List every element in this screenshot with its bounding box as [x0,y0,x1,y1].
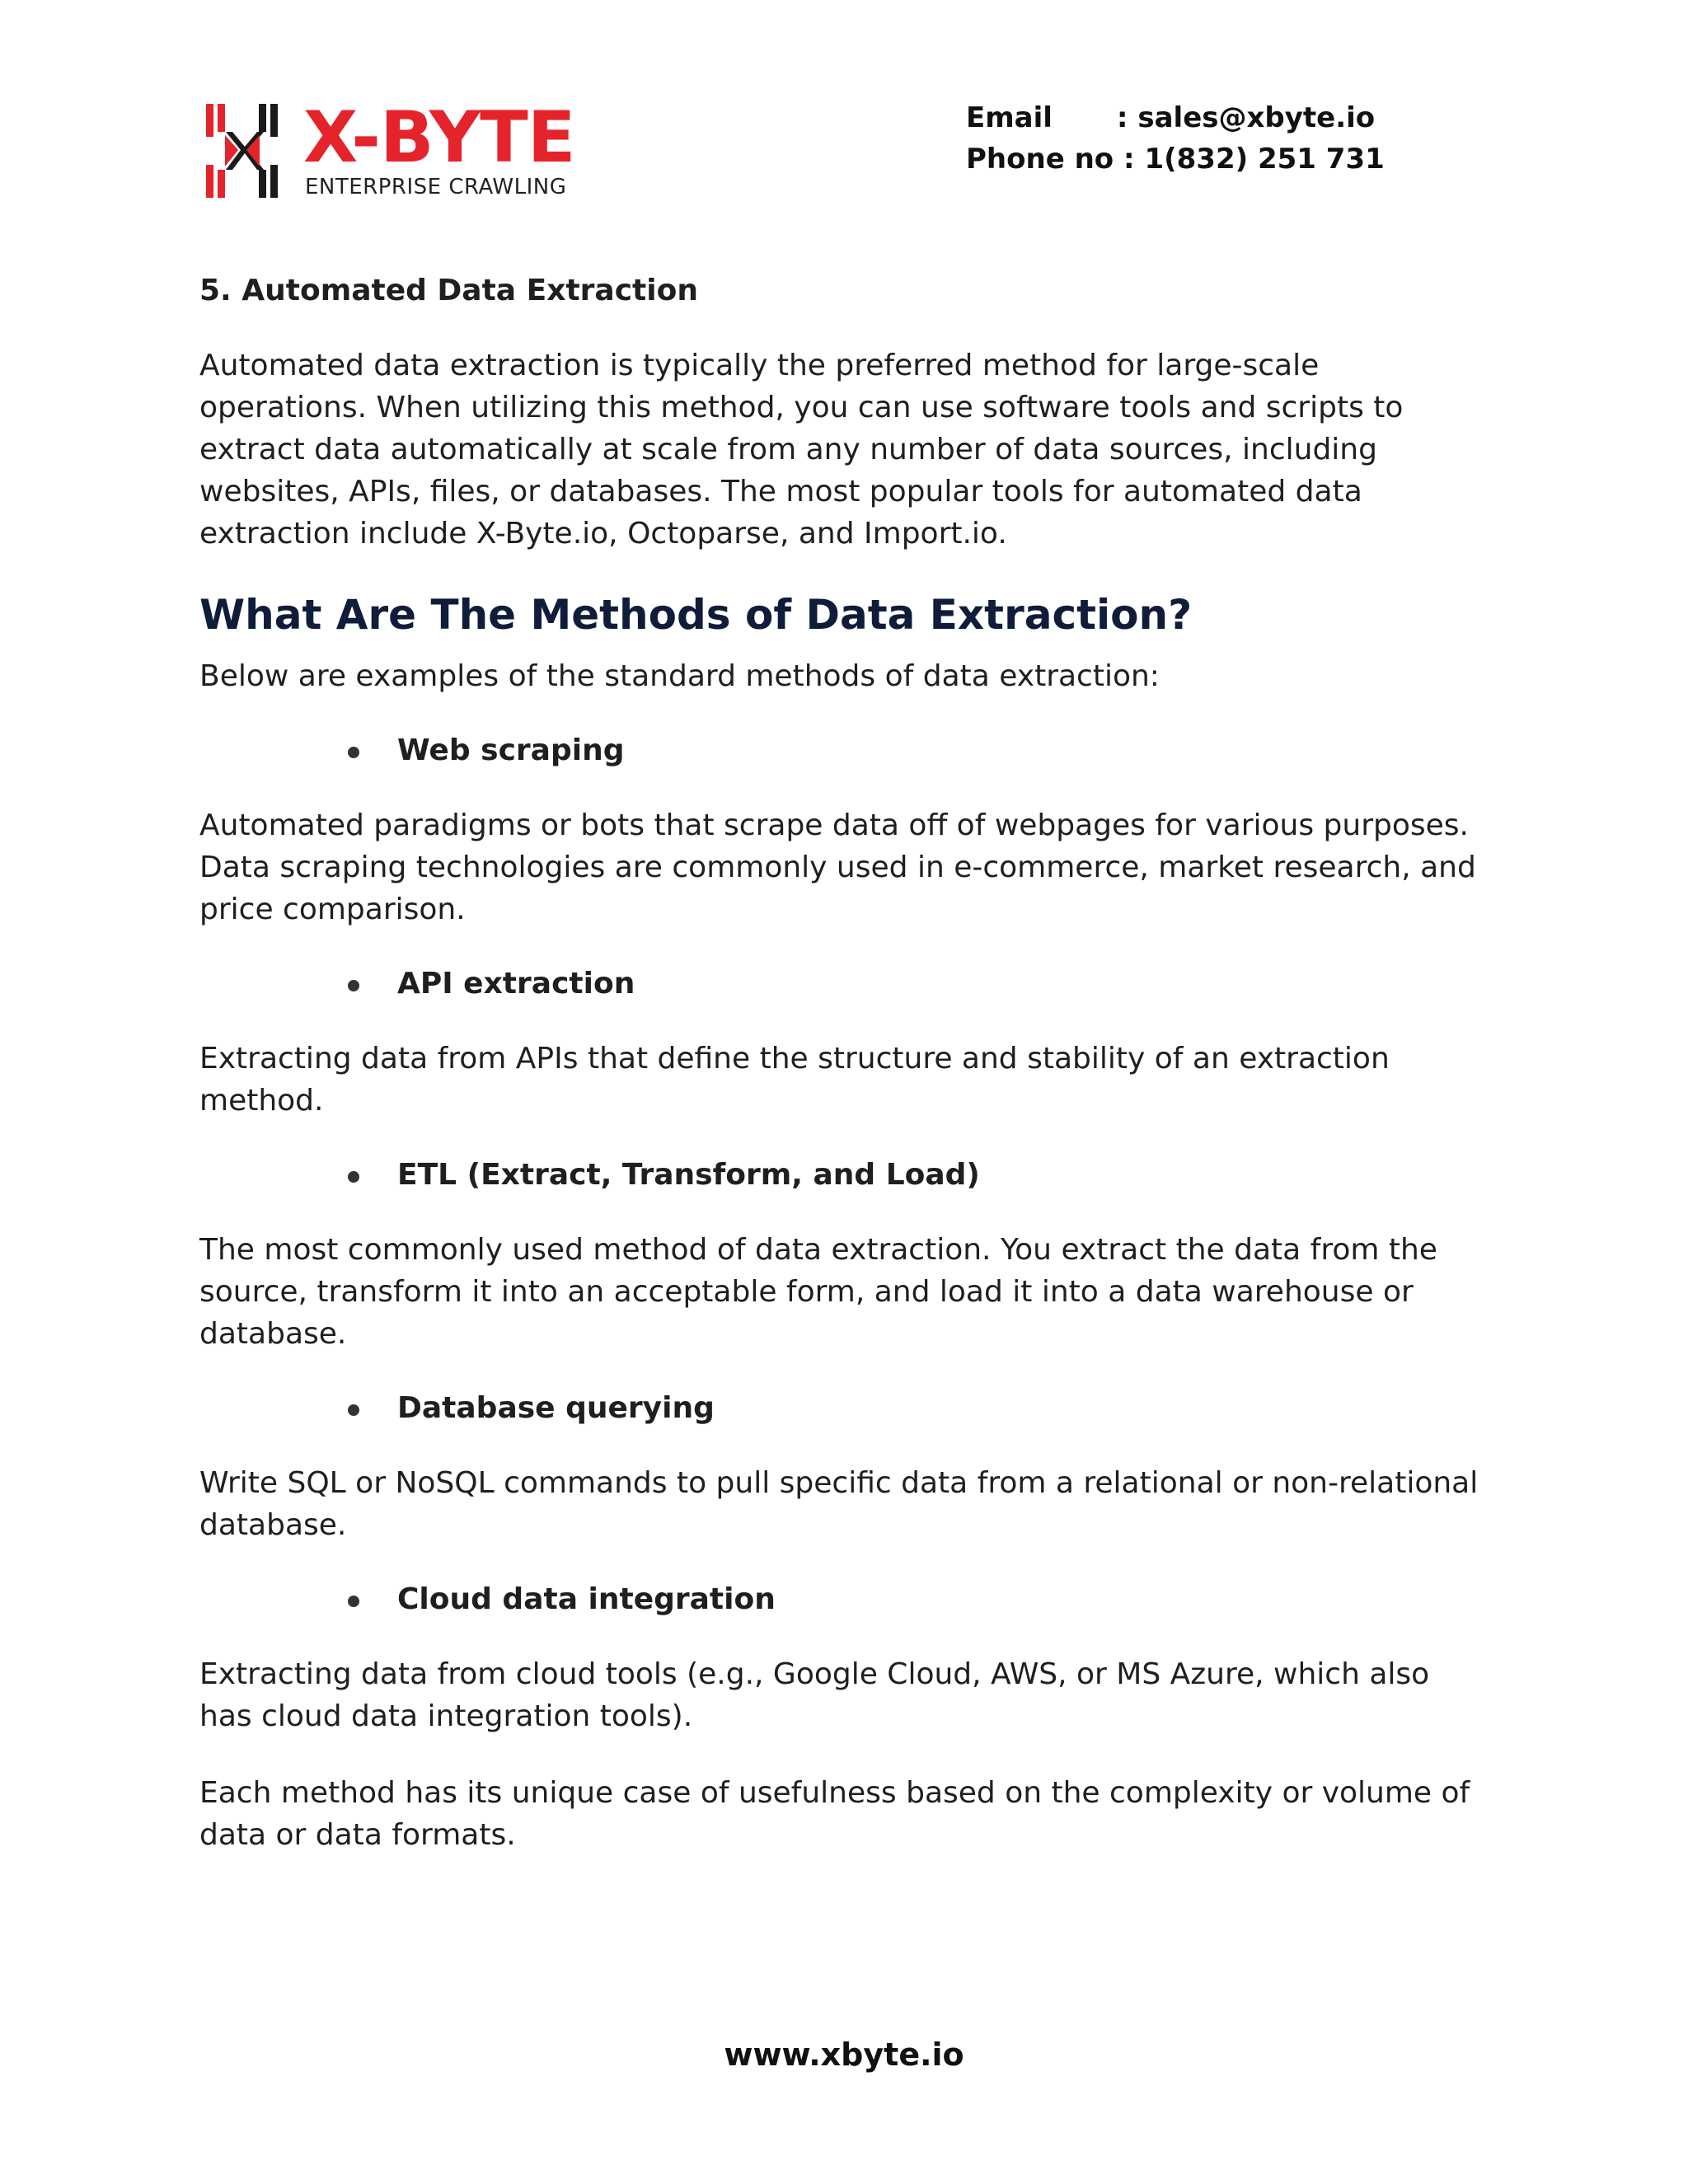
logo-tagline: ENTERPRISE CRAWLING [305,175,567,199]
company-logo [201,96,588,202]
email-row [966,97,1385,138]
phone-value: 1(832) 251 731 [1144,143,1385,176]
method-bullet-web-scraping [199,732,1485,770]
method-title: Web scraping [397,733,625,767]
bullet-dot-icon [348,747,359,758]
bullet-dot-icon [348,980,359,991]
method-description: Write SQL or NoSQL commands to pull specific data from a relational or non-relational database. [199,1466,1479,1542]
method-title: ETL (Extract, Transform, and Load) [397,1158,980,1192]
method-title: Database querying [397,1391,715,1425]
section-paragraph: Automated data extraction is typically the preferred method for large-scale operations. When utilizing this method, you can use software tools and scripts to extract data automatically at scale from any number of data sources, including websites, APIs, files, or databases. The most popular tools for automated data extraction include X-Byte.io, Octoparse, and Import.io. [199,349,1404,551]
methods-heading: What Are The Methods of Data Extraction? [199,591,1193,639]
method-description: Extracting data from APIs that define the structure and stability of an extraction method. [199,1042,1390,1118]
logo-wordmark: X-BYTE [303,96,575,179]
x-byte-logo-icon [201,99,284,202]
method-description: Extracting data from cloud tools (e.g., Google Cloud, AWS, or MS Azure, which also has cloud data integration tools). [199,1657,1430,1733]
footer-website-link[interactable]: www.xbyte.io [724,2036,964,2073]
closing-paragraph: Each method has its unique case of usefulness based on the complexity or volume of data or data formats. [199,1776,1470,1852]
bullet-dot-icon [348,1171,359,1183]
document-body [199,272,1485,1891]
email-separator: : [1116,101,1128,134]
phone-label: Phone no [966,143,1114,176]
methods-intro: Below are examples of the standard methods of data extraction: [199,659,1160,693]
contact-info [966,97,1385,180]
bullet-dot-icon [348,1404,359,1416]
method-bullet-api-extraction [199,965,1485,1003]
email-label: Email [966,101,1053,134]
method-bullet-database-querying [199,1390,1485,1427]
email-value[interactable]: sales@xbyte.io [1137,101,1376,134]
phone-row [966,138,1385,180]
bullet-dot-icon [348,1596,359,1607]
method-description: The most commonly used method of data extraction. You extract the data from the source, transform it into an acceptable form, and load it into a data warehouse or database. [199,1233,1437,1351]
method-bullet-cloud-integration [199,1581,1485,1619]
method-title: Cloud data integration [397,1582,776,1616]
method-bullet-etl [199,1156,1485,1194]
phone-separator: : [1123,143,1135,176]
section-heading: 5. Automated Data Extraction [199,274,698,307]
method-title: API extraction [397,967,635,1001]
method-description: Automated paradigms or bots that scrape data off of webpages for various purposes. Data scraping technologies are commonly used in e-commerce, market research, and price comparison. [199,808,1476,926]
